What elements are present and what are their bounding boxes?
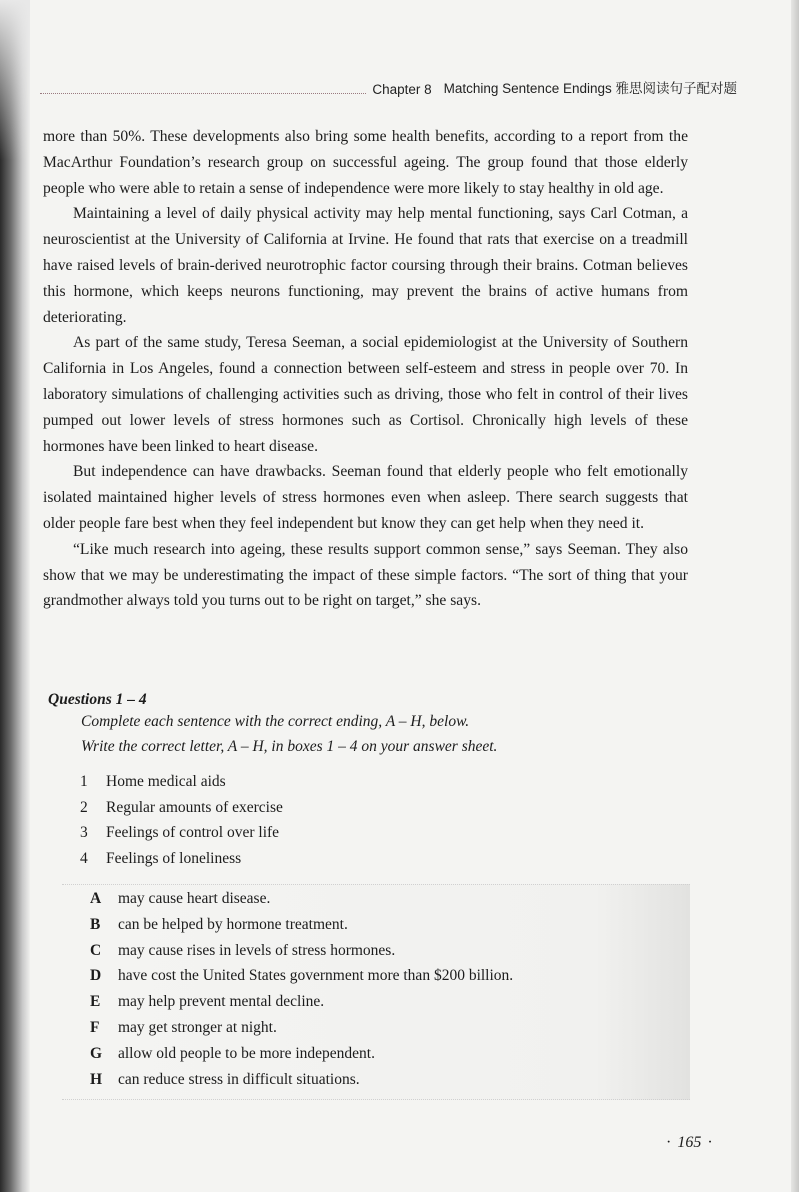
paragraph: But independence can have drawbacks. Seeman found that elderly people who felt emotionally isolated maintained higher levels of stress hormones even when asleep. There search suggests that older people fare best when they feel independent but know they can get help when they need it. [43, 463, 688, 532]
ending-text: may cause rises in levels of stress hormones. [118, 941, 396, 959]
question-text: Home medical aids [106, 773, 226, 790]
question-item [80, 773, 283, 799]
chapter-number: Chapter 8 [372, 82, 432, 97]
question-text: Feelings of control over life [106, 824, 280, 841]
ending-item [90, 1045, 513, 1071]
header-dotted-rule [40, 93, 366, 94]
page-dot: · [666, 1134, 672, 1151]
ending-item [90, 967, 513, 993]
ending-letter: F [90, 1018, 100, 1036]
question-text: Feelings of loneliness [106, 849, 242, 867]
questions-section [48, 691, 688, 759]
question-item [80, 850, 283, 876]
question-item [80, 799, 283, 825]
ending-text: have cost the United States government more than $200 billion. [118, 967, 514, 985]
chapter-title: Matching Sentence Endings 雅思阅读句子配对题 [443, 81, 737, 96]
question-list [80, 773, 283, 875]
ending-text: may get stronger at night. [118, 1018, 277, 1036]
ending-item [90, 942, 513, 968]
running-header [40, 77, 737, 97]
ending-letter: E [90, 993, 101, 1011]
ending-text: can be helped by hormone treatment. [118, 915, 348, 933]
paragraph: Maintaining a level of daily physical activity may help mental functioning, says Carl Cotman, a neuroscientist at the University of California at Irvine. He found that rats that exercise on a treadmill have raised levels of brain-derived neurotrophic factor coursing through their brains. Cotman believes this hormone, which keeps neurons functioning, may prevent the brains of active humans from deteriorating. [43, 205, 688, 326]
ending-text: allow old people to be more independent. [118, 1044, 375, 1062]
ending-letter: G [90, 1044, 103, 1062]
paragraph: more than 50%. These developments also bring some health benefits, according to a report from the MacArthur Foundation’s research group on successful ageing. The group found that those elderly people who were able to retain a sense of independence were more likely to stay healthy in old age. [43, 128, 688, 197]
page-number [660, 1134, 719, 1152]
question-item [80, 824, 283, 850]
ending-text: may help prevent mental decline. [118, 993, 325, 1011]
page-edge [791, 0, 799, 1192]
ending-item [90, 993, 513, 1019]
ending-letter: C [90, 941, 102, 959]
ending-text: may cause heart disease. [118, 890, 271, 907]
instruction-write: Write the correct letter, A – H, in boxes 1 – 4 on your answer sheet. [81, 738, 498, 755]
paragraph: “Like much research into ageing, these results support common sense,” says Seeman. They also show that we may be underestimating the impact of these simple factors. “The sort of thing that your grandmother always told you turns out to be right on target,” she says. [43, 540, 688, 610]
ending-item [90, 1071, 513, 1097]
ending-letter: H [90, 1070, 103, 1088]
page-dot: · [707, 1134, 713, 1151]
question-number: 2 [80, 798, 88, 816]
ending-item [90, 1019, 513, 1045]
ending-list [90, 890, 513, 1096]
page-number-value: 165 [677, 1134, 702, 1151]
question-text: Regular amounts of exercise [106, 798, 283, 816]
ending-text: can reduce stress in difficult situations. [118, 1070, 360, 1088]
ending-letter: B [90, 915, 101, 933]
question-number: 4 [80, 849, 88, 867]
book-spine-shadow [0, 0, 30, 1192]
question-number: 1 [80, 773, 88, 790]
ending-letter: D [90, 967, 102, 985]
paragraph: As part of the same study, Teresa Seeman, a social epidemiologist at the University of Southern California in Los Angeles, found a connection between self-esteem and stress in people over 70. In laboratory simulations of challenging activities such as driving, those who felt in control of their lives pumped out lower levels of stress hormones such as Cortisol. Chronically high levels of these hormones have been linked to heart disease. [43, 334, 688, 455]
ending-item [90, 916, 513, 942]
ending-letter: A [90, 890, 102, 907]
question-number: 3 [80, 824, 88, 841]
questions-title: Questions 1 – 4 [48, 691, 147, 708]
spine-highlight [0, 0, 30, 160]
ending-item [90, 890, 513, 916]
passage-body [43, 124, 688, 614]
instruction-complete: Complete each sentence with the correct ending, A – H, below. [81, 713, 470, 730]
